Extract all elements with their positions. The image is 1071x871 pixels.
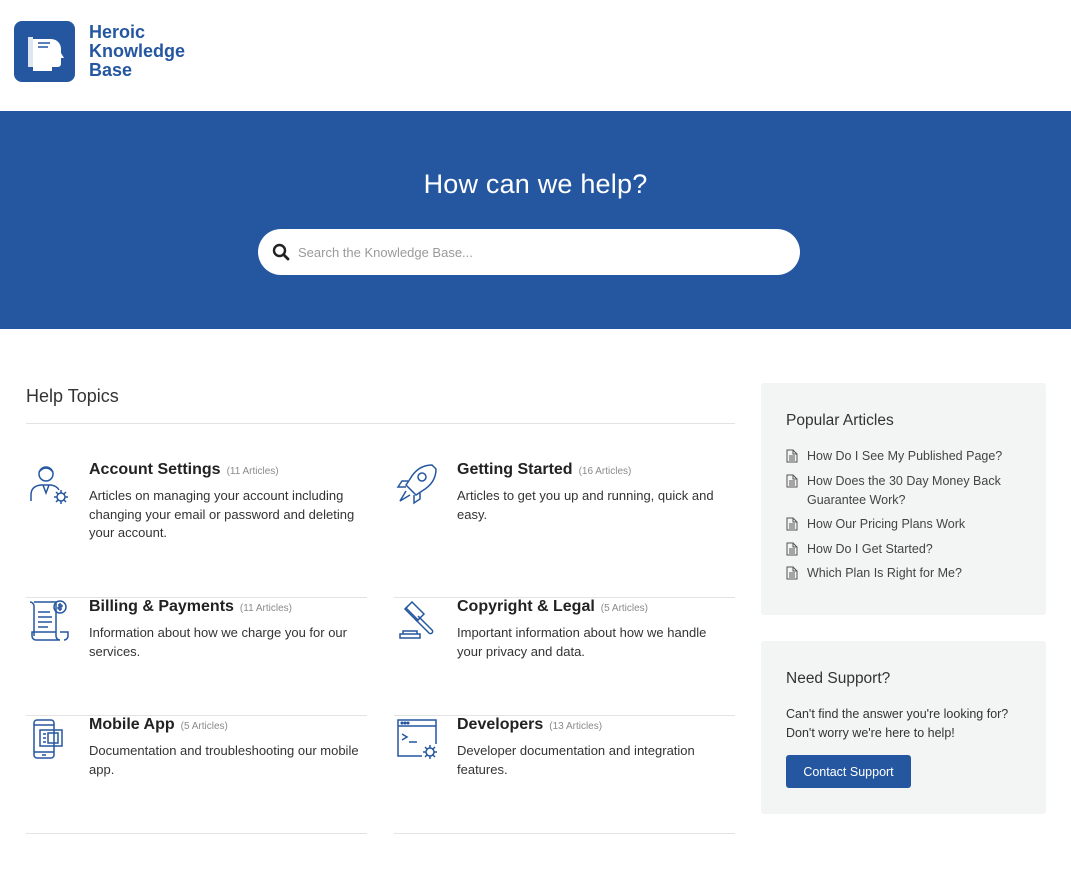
- site-header: [0, 0, 1071, 111]
- topic-description: Developer documentation and integration features.: [457, 743, 695, 777]
- contact-support-button[interactable]: Contact Support: [786, 755, 911, 788]
- user-settings-icon: [26, 461, 72, 507]
- document-icon: [786, 449, 798, 463]
- article-count: (16 Articles): [578, 466, 632, 477]
- code-window-icon: [394, 716, 440, 762]
- topic-title[interactable]: Mobile App (5 Articles): [89, 716, 228, 733]
- topic-title[interactable]: Billing & Payments (11 Articles): [89, 598, 292, 615]
- topic-title[interactable]: Copyright & Legal (5 Articles): [457, 598, 649, 615]
- popular-article-link[interactable]: How Our Pricing Plans Work: [786, 515, 1026, 534]
- search-box[interactable]: [258, 229, 800, 275]
- popular-articles-list: [786, 447, 1026, 589]
- book-head-icon: [14, 21, 75, 82]
- hero-banner: [0, 111, 1071, 329]
- popular-articles-widget: [761, 383, 1046, 615]
- gavel-icon: [394, 598, 440, 644]
- mobile-icon: [26, 716, 72, 762]
- popular-article-link[interactable]: Which Plan Is Right for Me?: [786, 564, 1026, 583]
- search-input[interactable]: [298, 245, 768, 260]
- topic-description: Articles to get you up and running, quick and easy.: [457, 488, 714, 522]
- support-widget: [761, 641, 1046, 814]
- invoice-icon: [26, 598, 72, 644]
- topic-developers[interactable]: [394, 716, 735, 834]
- popular-article-link[interactable]: How Does the 30 Day Money Back Guarantee Work?: [786, 472, 1026, 510]
- hero-title: How can we help?: [423, 169, 648, 199]
- rocket-icon: [394, 461, 440, 507]
- site-logo[interactable]: [14, 21, 185, 82]
- article-count: (11 Articles): [226, 466, 279, 477]
- topic-title[interactable]: Developers (13 Articles): [457, 716, 603, 733]
- article-count: (13 Articles): [549, 721, 603, 732]
- help-topics-section: [26, 385, 735, 777]
- brand-name: Heroic Knowledge Base: [89, 22, 186, 80]
- article-count: (11 Articles): [239, 603, 292, 614]
- topic-description: Important information about how we handle your privacy and data.: [457, 625, 707, 659]
- topic-description: Information about how we charge you for our services.: [89, 625, 347, 659]
- document-icon: [786, 517, 798, 531]
- popular-articles-heading: Popular Articles: [786, 412, 894, 429]
- document-icon: [786, 566, 798, 580]
- topic-getting-started[interactable]: [394, 461, 735, 598]
- document-icon: [786, 474, 798, 488]
- main-content: [0, 329, 1071, 871]
- topic-account-settings[interactable]: [26, 461, 367, 598]
- topic-copyright-legal[interactable]: [394, 598, 735, 716]
- search-icon: [272, 243, 290, 261]
- divider: [26, 423, 735, 424]
- article-count: (5 Articles): [600, 603, 649, 614]
- help-topics-heading: Help Topics: [26, 386, 119, 406]
- topic-mobile-app[interactable]: [26, 716, 367, 834]
- support-heading: Need Support?: [786, 670, 891, 687]
- document-icon: [786, 542, 798, 556]
- article-count: (5 Articles): [180, 721, 228, 732]
- support-text: Can't find the answer you're looking for? Don't worry we're here to help!: [786, 707, 1009, 740]
- topic-billing-payments[interactable]: [26, 598, 367, 716]
- topic-title[interactable]: Account Settings (11 Articles): [89, 461, 279, 478]
- popular-article-link[interactable]: How Do I See My Published Page?: [786, 447, 1026, 466]
- topic-title[interactable]: Getting Started (16 Articles): [457, 461, 632, 478]
- popular-article-link[interactable]: How Do I Get Started?: [786, 540, 1026, 559]
- topic-description: Documentation and troubleshooting our mobile app.: [89, 743, 359, 777]
- topic-description: Articles on managing your account including changing your email or password and deleting your account.: [89, 488, 355, 540]
